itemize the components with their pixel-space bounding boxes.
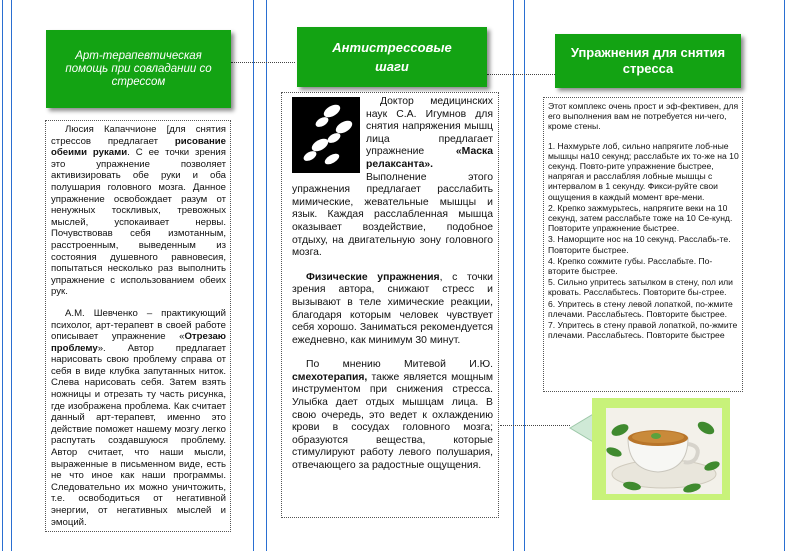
column-rule (2, 0, 3, 551)
right-exercises-panel (543, 97, 743, 392)
exercise-item: 5. Сильно упритесь затылком в стену, пол или кровать. Расслабьтесь. Повторите бы-стрее. (548, 277, 733, 298)
exercise-item: 3. Наморщите нос на 10 секунд. Расслабь-те. Повторите быстрее. (548, 234, 731, 255)
column-rule (11, 0, 12, 551)
footprints-icon (292, 97, 360, 173)
column-rule (513, 0, 514, 551)
column-rule (784, 0, 785, 551)
middle-header-line: Антистрессовые (332, 40, 452, 55)
text-run: также является мощным инструментом при снижения стресса. Улыбка дает отдых мышцам лица. В свою очередь, это ведет к охлаждению крови в сосудах головного мозга; образуются вещества, которые стимулируют работу левого полушария, отвечающего за радостные ощущения. (292, 371, 493, 472)
left-header (46, 30, 231, 108)
text-run: . С ее точки зрения это упражнение позволяет активизировать обе руки и оба полушария головного мозга. Данное упражнение освобождает разум от ненужных тоскливых, тревожных мыслей, успокаивает нервы. Почувствовав себя измотанным, расстроенным, выведенным из состояния душевного равновесия, попытаться несколько раз выполнить упражнение с использованием обеих рук. (51, 147, 226, 298)
text-run-bold: «Маска релаксанта». (366, 146, 493, 170)
right-header-line: Упражнения для снятия (570, 45, 726, 60)
text-run: Люсия Капаччионе [для снятия стрессов предлагает (51, 124, 226, 147)
middle-paragraph (292, 272, 493, 348)
column-rule (253, 0, 254, 551)
exercise-item: 4. Крепко сожмите губы. Расслабьте. По-вторите быстрее. (548, 255, 713, 277)
text-run-bold: Отрезаю проблему (51, 331, 226, 354)
middle-header (297, 27, 487, 87)
text-run: , с точки зрения автора, снижают стресс и вызывают в теле химические реакции, благодаря которым человек чувствует себя хорошо. Заниматься рекомендуется ежедневно, как минимум 30 минут. (292, 271, 493, 346)
exercise-item: 2. Крепко зажмурьтесь, напрягите веки на 10 секунд, затем расслабьте тоже на 10 Се-кунд. Повторите упражнение быстрее. (548, 202, 733, 234)
text-run-bold: рисование обеими руками (51, 135, 226, 159)
left-paragraph (51, 308, 226, 528)
text-run: ». Автор предлагает нарисовать свою проблему справа от себя в виде клубка запутанных ниток. Слева нарисовать себя. Затем взять ножницы и отрезать ту часть рисунка, где изображена проблема. Как считает данный арт-терапевт, именно это действие поможет нашему мозгу легко распутать создавшуюся проблему. Автор считает, что наши мысли, выраженные в письменном виде, есть не что иное как наши программы. Следовательно их можно уничтожить, т.е. освободиться от негативной энергии, от негативных мыслей и эмоций. (51, 342, 226, 528)
text-run-bold: Физические упражнения (306, 271, 440, 283)
connector-line (487, 74, 555, 75)
middle-header-line: шаги (375, 59, 409, 74)
tea-cup-image (606, 408, 722, 494)
connector-line (500, 425, 570, 426)
right-header-line: стресса (622, 61, 674, 76)
middle-text-panel (281, 92, 499, 518)
left-header-line: Арт-терапевтическая (75, 49, 202, 62)
text-run-bold: смехотерапия, (292, 371, 368, 383)
left-header-line: стрессом (111, 75, 166, 88)
right-header (555, 34, 741, 88)
column-rule (266, 0, 267, 551)
exercise-item: 6. Упритесь в стену левой лопаткой, по-жмите плечами. Расслабьтесь. Повторите быстрее. (548, 298, 733, 319)
middle-paragraph (292, 359, 493, 472)
text-run: Выполнение этого упражнения предлагает расслабить мимические, жевательные мышцы и язык. Каждая расслабленная мышца оказывает воздействие, подобное отдыху, на двигательную зону головного мозга. (292, 171, 493, 259)
left-header-line: помощь при совладании со (65, 62, 212, 75)
text-run: А.М. Шевченко – практикующий психолог, арт-терапевт в своей работе описывает упражнение « (51, 307, 226, 343)
exercise-item: 7. Упритесь в стену правой лопаткой, по-жмите плечами. Расслабьтесь. Повторите быстрее (548, 320, 738, 341)
left-paragraph (51, 124, 226, 298)
text-run: Доктор медицинских наук С.А. Игумнов для снятия напряжения мышц лица предлагает упражнение (366, 96, 493, 158)
text-run: По мнению Митевой И.Ю. (306, 359, 493, 371)
left-text-panel (45, 120, 231, 532)
connector-line (231, 62, 295, 63)
column-rule (524, 0, 525, 551)
exercise-intro: Этот комплекс очень прост и эф-фективен, для его выполнения вам не потребуется ни-чего, кроме стены. (548, 101, 739, 132)
exercise-item: 1. Нахмурьте лоб, сильно напрягите лоб-ные мышцы на10 секунд; расслабьте их то-же на 10 секунд. Повто-рите упражнение быстрее, напрягая и расслабляя лобные мышцы с интервалом в 1 секунду. Фикси-руйте свои ощущения в каждый момент вре-мени. (548, 140, 739, 202)
